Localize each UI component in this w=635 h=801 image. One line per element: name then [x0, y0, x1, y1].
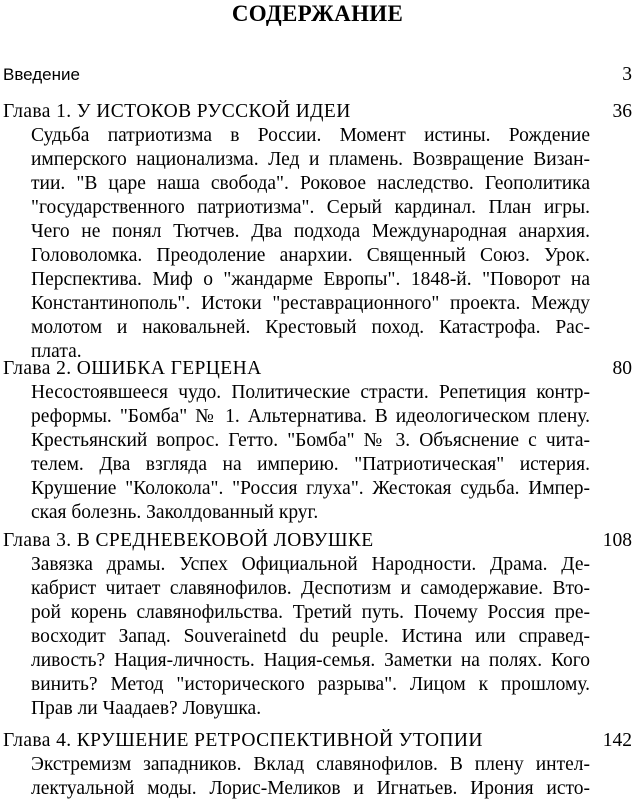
summary-line: винить? Метод "исторического разрыва". Лицом к прошлому.: [31, 674, 590, 695]
chapter-4-summary: [31, 753, 590, 801]
summary-line: Головоломка. Преодоление анархии. Священный Союз. Урок.: [31, 245, 590, 266]
summary-line: Перспектива. Миф о "жандарме Европы". 1848-й. "Поворот на: [31, 269, 590, 290]
summary-line: молотом и наковальней. Крестовый поход. Катастрофа. Рас-: [31, 317, 590, 338]
summary-line: Экстремизм западников. Вклад славянофилов. В плену интел-: [31, 754, 590, 775]
entry-title: Глава 2. ОШИБКА ГЕРЦЕНА: [3, 358, 262, 379]
entry-title: Глава 4. КРУШЕНИЕ РЕТРОСПЕКТИВНОЙ УТОПИИ: [3, 730, 483, 751]
summary-line: плата.: [31, 341, 82, 362]
entry-page-number: 108: [602, 530, 632, 551]
summary-line: имперского национализма. Лед и пламень. Возвращение Визан-: [31, 149, 590, 170]
summary-line: ливость? Нация-личность. Нация-семья. Заметки на полях. Кого: [31, 650, 590, 671]
toc-entry-chapter-4: [3, 730, 632, 752]
chapter-3-summary: [31, 553, 590, 721]
summary-line: Несостоявшееся чудо. Политические страсти. Репетиция контр-: [31, 382, 590, 403]
summary-line: восходит Запад. Souverainetd du peuple. Истина или справед-: [31, 626, 590, 647]
toc-entry-introduction: [3, 64, 632, 86]
entry-page-number: 142: [602, 730, 632, 751]
summary-line: лектуальной моды. Лорис-Меликов и Игнатьев. Ирония исто-: [31, 778, 590, 799]
toc-entry-chapter-1: [3, 101, 632, 123]
entry-page-number: 80: [612, 358, 632, 379]
entry-title: Введение: [3, 65, 80, 84]
summary-line: Крестьянский вопрос. Гетто. "Бомба" № 3. Объяснение с чита-: [31, 430, 590, 451]
summary-line: Константинополь". Истоки "реставрационного" проекта. Между: [31, 293, 590, 314]
toc-heading: СОДЕРЖАНИЕ: [231, 1, 404, 26]
summary-line: Завязка драмы. Успех Официальной Народности. Драма. Де-: [31, 554, 590, 575]
entry-page-number: 36: [612, 101, 632, 122]
summary-line: рой корень славянофильства. Третий путь. Почему Россия пре-: [31, 602, 590, 623]
summary-line: телем. Два взгляда на империю. "Патриотическая" истерия.: [31, 454, 590, 475]
summary-line: Судьба патриотизма в России. Момент истины. Рождение: [31, 125, 590, 146]
chapter-2-summary: [31, 381, 590, 525]
summary-line: "государственного патриотизма". Серый кардинал. План игры.: [31, 197, 590, 218]
summary-line: Крушение "Колокола". "Россия глуха". Жестокая судьба. Импер-: [31, 478, 590, 499]
summary-line: Прав ли Чаадаев? Ловушка.: [31, 698, 262, 719]
entry-page-number: 3: [622, 64, 632, 85]
chapter-1-summary: [31, 124, 590, 364]
entry-title: Глава 1. У ИСТОКОВ РУССКОЙ ИДЕИ: [3, 101, 351, 122]
toc-entry-chapter-2: [3, 358, 632, 380]
entry-title: Глава 3. В СРЕДНЕВЕКОВОЙ ЛОВУШКЕ: [3, 530, 374, 551]
summary-line: кабрист читает славянофилов. Деспотизм и самодержавие. Вто-: [31, 578, 590, 599]
summary-line: реформы. "Бомба" № 1. Альтернатива. В идеологическом плену.: [31, 406, 590, 427]
toc-entry-chapter-3: [3, 530, 632, 552]
summary-line: Чего не понял Тютчев. Два подхода Международная анархия.: [31, 221, 590, 242]
summary-line: тии. "В царе наша свобода". Роковое наследство. Геополитика: [31, 173, 590, 194]
summary-line: ская болезнь. Заколдованный круг.: [31, 502, 319, 523]
